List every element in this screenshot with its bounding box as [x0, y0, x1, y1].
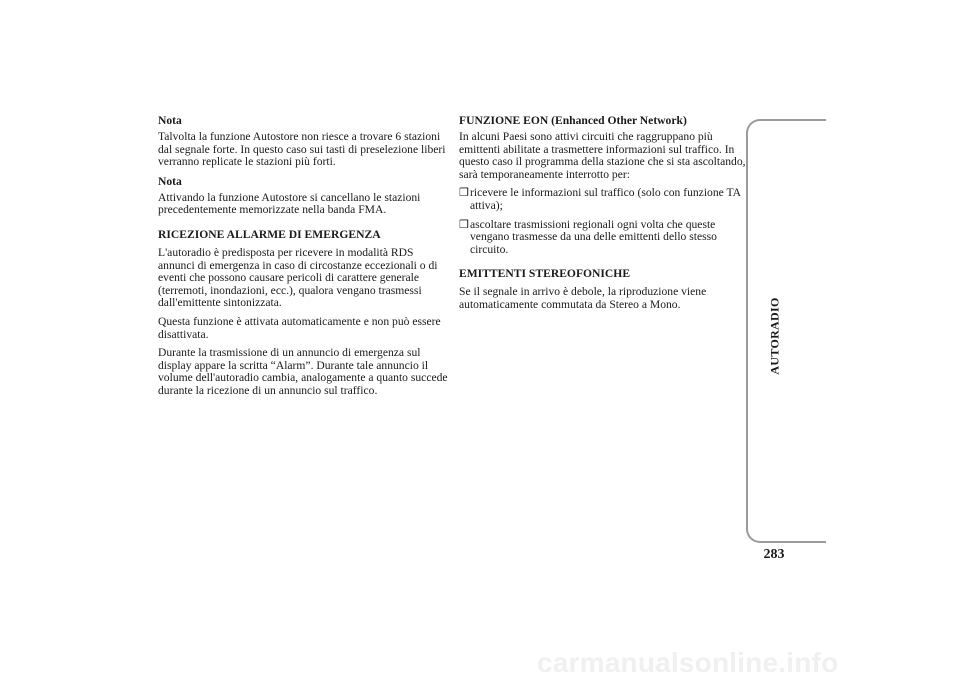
paragraph: Se il segnale in arrivo è debole, la riproduzione viene automaticamente commutata da Stereo a Mono. — [459, 285, 707, 311]
nota-text: Talvolta la funzione Autostore non riesce a trovare 6 stazioni dal segnale forte. In questo caso sui tasti di preselezione liberi verranno replicate le stazioni più forti. — [158, 130, 446, 169]
section-heading-stereo: EMITTENTI STEREOFONICHE — [459, 267, 631, 281]
bullet-list — [459, 187, 751, 256]
nota-text: Attivando la funzione Autostore si cancellano le stazioni precedentemente memorizzate nella banda FMA. — [158, 190, 421, 217]
watermark: carmanualsonline.info — [537, 647, 839, 678]
nota-title: Nota — [158, 114, 182, 127]
paragraph: L'autoradio è predisposta per ricevere in modalità RDS annunci di emergenza in caso di circostanze eccezionali o di eventi che possono causare pericoli di carattere generale (terremoti, inondazioni, ecc.), qualora vengano trasmessi dall'emittente sintonizzata. — [158, 245, 438, 310]
paragraph: Questa funzione è attivata automaticamente e non può essere disattivata. — [158, 314, 441, 341]
page-number: 283 — [763, 547, 785, 562]
checkbox-bullet-icon: ❒ — [459, 218, 469, 231]
right-column — [459, 114, 751, 318]
left-column — [158, 114, 450, 404]
list-item-text: ricevere le informazioni sul traffico (solo con funzione TA attiva); — [470, 186, 741, 212]
section-heading-emergency: RICEZIONE ALLARME DI EMERGENZA — [158, 227, 381, 241]
section-heading-eon: FUNZIONE EON (Enhanced Other Network) — [459, 114, 687, 127]
paragraph: In alcuni Paesi sono attivi circuiti che raggruppano più emittenti abilitate a trasmettere informazioni sul traffico. In questo caso il programma della stazione che si sta ascoltando, sarà temporaneamente interrotto per: — [459, 130, 746, 181]
nota-title: Nota — [158, 174, 182, 188]
list-item-text: ascoltare trasmissioni regionali ogni volta che queste vengano trasmesse da una delle emittenti dello stesso circuito. — [470, 217, 717, 256]
list-item — [459, 187, 751, 212]
side-tab-label: AUTORADIO — [767, 297, 782, 375]
checkbox-bullet-icon: ❒ — [459, 187, 469, 200]
side-tab — [746, 119, 826, 543]
paragraph: Durante la trasmissione di un annuncio di emergenza sul display appare la scritta “Alarm”. Durante tale annuncio il volume dell'autoradio cambia, analogamente a quanto succede durante la ricezione di un annuncio sul traffico. — [158, 346, 448, 397]
list-item — [459, 219, 751, 257]
